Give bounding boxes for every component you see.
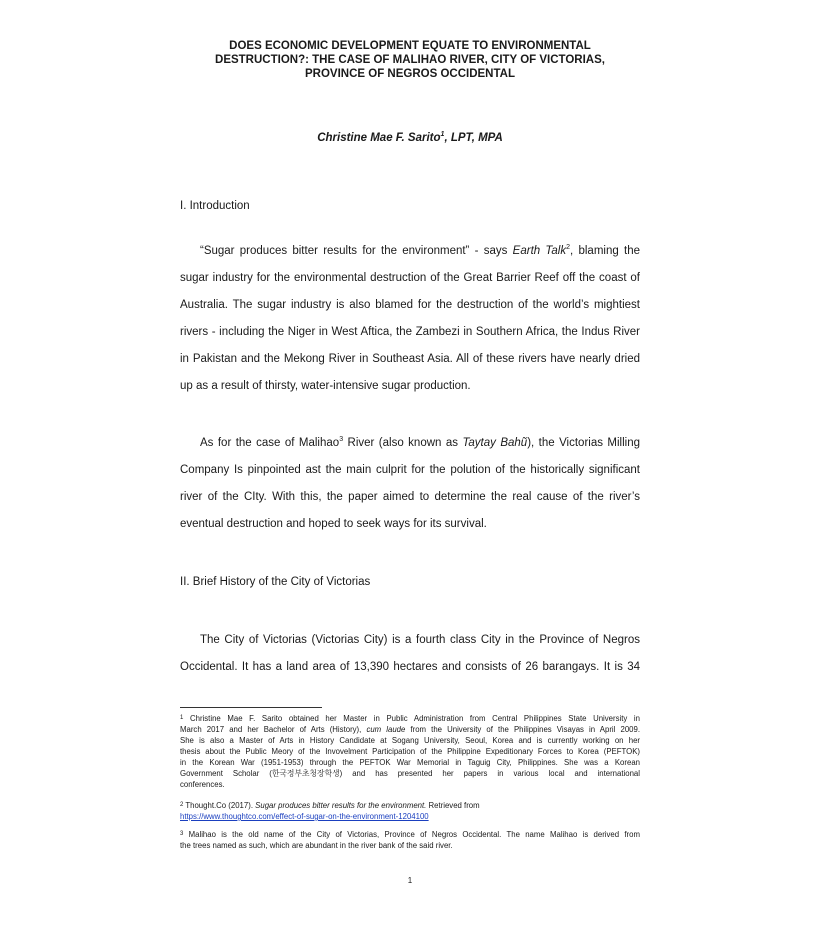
paragraph-line: Australia. The sugar industry is also blamed for the destruction of the world’s mightiest [180, 299, 640, 311]
paragraph-line: Company Is pinpointed ast the main culprit for the polution of the historically significant [180, 464, 640, 476]
paragraph-line: rivers - including the Niger in West Aftica, the Zambezi in Southern Africa, the Indus River [180, 326, 640, 338]
taytay-bahu-name: Taytay Bahũ [462, 437, 528, 449]
paragraph-line: up as a result of thirsty, water-intensive sugar production. [180, 380, 471, 392]
paragraph-line: Occidental. It has a land area of 13,390 hectares and consists of 26 barangays. It is 34 [180, 661, 640, 673]
footnote-ref-1: 1 [440, 131, 445, 138]
section-heading-history: II. Brief History of the City of Victorias [180, 576, 371, 588]
footnote-number: 1 [180, 715, 184, 721]
paragraph-line: in Pakistan and the Mekong River in Southeast Asia. All of these rivers have nearly dried [180, 353, 640, 365]
footnote-ref-3: 3 [339, 436, 344, 443]
section-heading-introduction: I. Introduction [180, 200, 250, 212]
author-name: Christine Mae F. Sarito [317, 132, 441, 144]
paragraph-line: river of the CIty. With this, the paper aimed to determine the real cause of the river’s [180, 491, 640, 503]
footnote-3: $^3$ Malihao is the old name of the City of Victorias, Province of Negros Occidental. The name Malihao is derived from the trees named as such, which are abundant in the river bank of the said river. [180, 830, 640, 850]
paragraph-line: The City of Victorias (Victorias City) is a fourth class City in the Province of Negros [200, 634, 640, 646]
paragraph-line: eventual destruction and hoped to seek ways for its survival. [180, 518, 487, 530]
paragraph-line: sugar industry for the environmental destruction of the Great Barrier Reef off the coast of [180, 272, 640, 284]
paragraph-line: “Sugar produces bitter results for the environment” - says Earth Talk$^2$, blaming the [200, 244, 641, 257]
footnote-2: $^2$ Thought.Co (2017). Sugar produces bitter results for the environment. Retrieved from https://www.thoughtco.com/effect-of-sugar-on-the-environment-1204100 [180, 801, 480, 821]
earth-talk-citation: Earth Talk [512, 245, 567, 257]
footnote-ref-2: 2 [566, 244, 571, 251]
footnote-1: $^1$ Christine Mae F. Sarito obtained her Master in Public Administration from Central Philippines State University in March 2017 and her Bachelor of Arts (History), cum laude from the University of the Philippines Visayas in April 2009. She is also a Master of Arts in History Candidate at Sogang University, Seoul, Korea and is currently working on her thesis about the Public Meory of the Invovelment Participation of the Philippine Expeditionary Forces to Korea (PEFTOK) in the Korean War (1951-1953) through the PEFTOK War Memorial in Taguig City, Philippines. She was a Korean Government Scholar (한국정부초청장학생) and has presented her papers in various local and international conferences. [180, 714, 640, 789]
footnote-separator [180, 707, 322, 708]
footnote-number: 3 [180, 831, 184, 837]
page-number: 1 [407, 876, 413, 885]
title-line-2: DESTRUCTION?: THE CASE OF MALIHAO RIVER, CITY OF VICTORIAS, [215, 54, 605, 66]
paragraph-line: As for the case of Malihao$^3$ River (also known as Taytay Bahũ), the Victorias Milling [200, 436, 641, 449]
source-link[interactable]: https://www.thoughtco.com/effect-of-sugar-on-the-environment-1204100 [180, 812, 429, 821]
author-line [150, 132, 670, 144]
footnote-number: 2 [180, 802, 184, 808]
title-line-3: PROVINCE OF NEGROS OCCIDENTAL [305, 68, 515, 80]
title-line-1: DOES ECONOMIC DEVELOPMENT EQUATE TO ENVIRONMENTAL [229, 40, 591, 52]
paper-title [150, 39, 670, 81]
author-credentials: , LPT, MPA [444, 132, 503, 144]
